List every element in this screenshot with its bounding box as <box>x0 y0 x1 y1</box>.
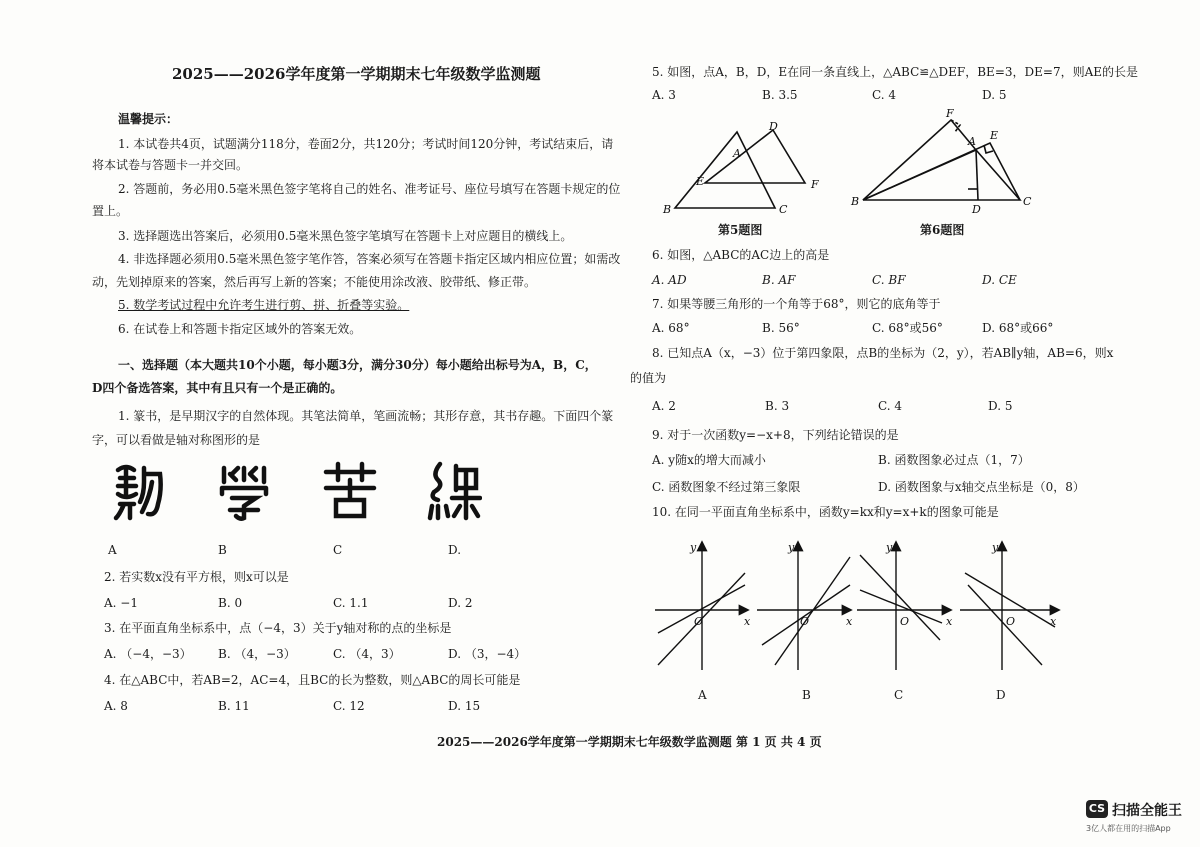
watermark-name: 扫描全能王 <box>1112 803 1182 819</box>
section-heading: D四个备选答案，其中有且只有一个是正确的。 <box>92 381 343 395</box>
question-stem: 9. 对于一次函数y=−x+8，下列结论错误的是 <box>652 428 899 442</box>
vertex-label: C <box>1023 195 1032 208</box>
option: B. 3.5 <box>762 88 798 102</box>
option: A. 2 <box>652 399 676 413</box>
figure-caption: 第6题图 <box>920 223 965 237</box>
question-stem: 字，可以看做是轴对称图形的是 <box>92 433 261 447</box>
vertex-label: F <box>946 107 954 120</box>
tip-line: 6. 在试卷上和答题卡指定区域外的答案无效。 <box>118 322 362 336</box>
option: D. 5 <box>988 399 1013 413</box>
option: C. 函数图象不经过第三象限 <box>652 480 801 494</box>
option-label: B <box>802 688 811 702</box>
tip-line: 4. 非选择题必须用0.5毫米黑色签字笔作答，答案必须写在答题卡指定区域内相应位置；如需改 <box>118 252 621 266</box>
option: C. 68°或56° <box>872 321 943 335</box>
option: B. AF <box>762 273 796 287</box>
option: B. 0 <box>218 596 243 610</box>
vertex-label: B <box>663 203 672 216</box>
vertex-label: E <box>990 129 999 142</box>
option-label: D <box>996 688 1006 702</box>
option: A. −1 <box>104 596 138 610</box>
seal-character-c <box>322 460 378 522</box>
option: D. CE <box>982 273 1017 287</box>
question-stem: 6. 如图，△ABC的AC边上的高是 <box>652 248 830 262</box>
origin-label: O <box>900 615 910 628</box>
vertex-label: E <box>696 175 705 188</box>
question-stem: 7. 如果等腰三角形的一个角等于68°，则它的底角等于 <box>652 297 941 311</box>
axis-label: x <box>744 615 751 628</box>
axis-label: x <box>846 615 853 628</box>
question-stem: 5. 如图，点A，B，D，E在同一条直线上，△ABC≌△DEF，BE=3，DE=7，则AE的长是 <box>652 65 1139 79</box>
q10-graphs <box>650 535 1070 685</box>
page-footer: 2025——2026学年度第一学期期末七年级数学监测题 第 1 页 共 4 页 <box>437 735 822 749</box>
axis-label: y <box>992 541 999 554</box>
option: A. 3 <box>652 88 676 102</box>
option: B. 56° <box>762 321 800 335</box>
option: C. 4 <box>878 399 903 413</box>
tips-heading: 温馨提示： <box>118 112 179 126</box>
option: A. y随x的增大而减小 <box>652 453 766 467</box>
vertex-label: B <box>851 195 860 208</box>
vertex-label: A <box>733 147 741 160</box>
seal-character-b <box>216 460 272 522</box>
option: C. 4 <box>872 88 897 102</box>
option: A. 68° <box>652 321 690 335</box>
question-stem: 2. 若实数x没有平方根，则x可以是 <box>104 570 289 584</box>
option: A. （−4，−3） <box>104 647 192 661</box>
vertex-label: D <box>972 203 981 216</box>
option-label: D. <box>448 543 462 557</box>
vertex-label: D <box>769 120 778 133</box>
seal-character-d <box>426 460 482 522</box>
question-stem: 1. 篆书，是早期汉字的自然体现。其笔法简单，笔画流畅；其形存意，其书存趣。下面四个篆 <box>118 409 614 423</box>
tip-line: 5. 数学考试过程中允许考生进行剪、拼、折叠等实验。 <box>118 298 410 312</box>
page-title: 2025——2026学年度第一学期期末七年级数学监测题 <box>172 65 541 83</box>
option: A. AD <box>652 273 687 287</box>
tip-line: 1. 本试卷共4页，试题满分118分，卷面2分，共120分；考试时间120分钟，考试结束后，请 <box>118 137 614 151</box>
camscanner-logo-icon: CS <box>1086 800 1108 818</box>
origin-label: O <box>1006 615 1016 628</box>
figure-6 <box>848 105 1038 217</box>
axis-label: y <box>788 541 795 554</box>
option: D. 15 <box>448 699 481 713</box>
option: C. 12 <box>333 699 365 713</box>
option: D. 68°或66° <box>982 321 1054 335</box>
seal-character-a <box>112 460 168 522</box>
option: D. 5 <box>982 88 1007 102</box>
option-label: C <box>333 543 343 557</box>
option-label: B <box>218 543 227 557</box>
question-stem: 10. 在同一平面直角坐标系中，函数y=kx和y=x+k的图象可能是 <box>652 505 999 519</box>
option: D. 函数图象与x轴交点坐标是（0，8） <box>878 480 1085 494</box>
vertex-label: F <box>811 178 819 191</box>
option: A. 8 <box>104 699 128 713</box>
tip-line: 将本试卷与答题卡一并交回。 <box>92 158 249 172</box>
figure-5 <box>655 115 830 220</box>
tip-line: 动，先划掉原来的答案，然后再写上新的答案；不能使用涂改液、胶带纸、修正带。 <box>92 275 537 289</box>
origin-label: O <box>694 615 704 628</box>
option: B. 函数图象必过点（1，7） <box>878 453 1030 467</box>
vertex-label: C <box>779 203 788 216</box>
option: B. 3 <box>765 399 790 413</box>
option: C. （4，3） <box>333 647 401 661</box>
option: B. （4，−3） <box>218 647 296 661</box>
option-label: A <box>108 543 117 557</box>
axis-label: x <box>1050 615 1057 628</box>
vertex-label: A <box>968 135 976 148</box>
axis-label: y <box>690 541 697 554</box>
figure-caption: 第5题图 <box>718 223 763 237</box>
tip-line: 3. 选择题选出答案后，必须用0.5毫米黑色签字笔填写在答题卡上对应题目的横线上。 <box>118 229 573 243</box>
option: D. （3，−4） <box>448 647 527 661</box>
option: B. 11 <box>218 699 250 713</box>
tip-line: 2. 答题前，务必用0.5毫米黑色签字笔将自己的姓名、准考证号、座位号填写在答题卡规定的位 <box>118 182 621 196</box>
tip-line: 置上。 <box>92 204 129 218</box>
option: D. 2 <box>448 596 473 610</box>
watermark-subtitle: 3亿人都在用的扫描App <box>1086 824 1171 833</box>
axis-label: x <box>946 615 953 628</box>
question-stem: 8. 已知点A（x，−3）位于第四象限，点B的坐标为（2，y），若AB∥y轴，AB=6，则x <box>652 346 1114 360</box>
option: C. 1.1 <box>333 596 369 610</box>
section-heading: 一、选择题（本大题共10个小题，每小题3分，满分30分）每小题给出标号为A，B，C， <box>118 358 597 372</box>
option: C. BF <box>872 273 906 287</box>
axis-label: y <box>886 541 893 554</box>
origin-label: O <box>800 615 810 628</box>
question-stem: 3. 在平面直角坐标系中，点（−4，3）关于y轴对称的点的坐标是 <box>104 621 452 635</box>
question-stem: 的值为 <box>630 371 667 385</box>
option-label: C <box>894 688 904 702</box>
option-label: A <box>698 688 707 702</box>
question-stem: 4. 在△ABC中，若AB=2，AC=4，且BC的长为整数，则△ABC的周长可能是 <box>104 673 521 687</box>
